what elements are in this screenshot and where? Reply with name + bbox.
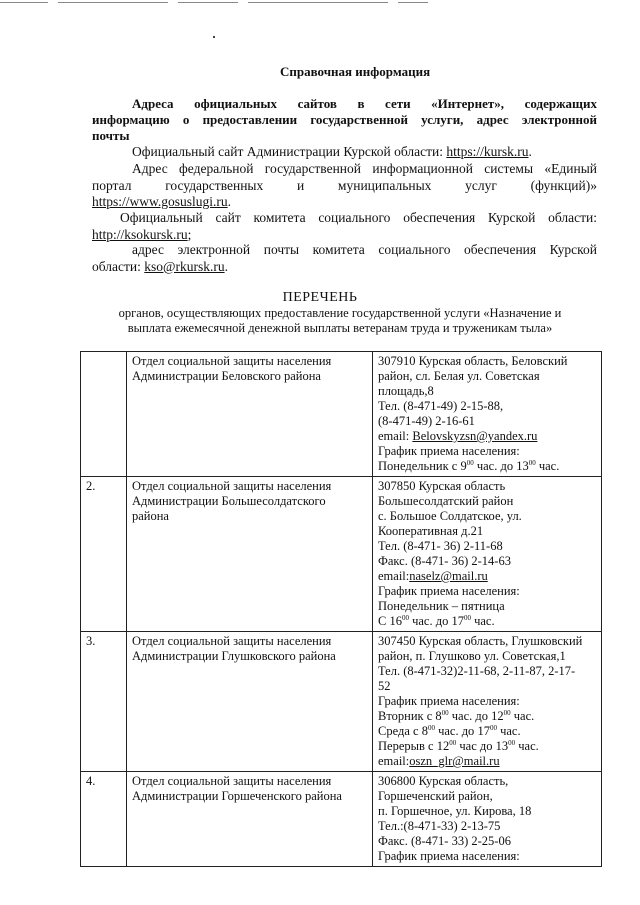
- gosuslugi-link[interactable]: https://www.gosuslugi.ru: [92, 194, 228, 209]
- row-number: [81, 352, 127, 477]
- org-contacts: 307450 Курская область, Глушковский район, п. Глушково ул. Советская,1 Тел. (8-471-32)2-11-68, 2-11-87, 2-17- 52 График приема населения: Вторник с $8^{00}$ час. до $12^{00}$ час. Среда с $8^{00}$ час. до $17^{00}$ час. Перерыв с $12^{00}$ час до $13^{00}$ час. email:oszn_glr@mail.ru: [373, 632, 602, 772]
- header-rule: [58, 2, 168, 3]
- schedule-line: Понедельник с $9^{00}$ час. до $13^{00}$ час.: [378, 459, 560, 473]
- org-name: Отдел социальной защиты населения Администрации Глушковского района: [127, 632, 373, 772]
- org-name: Отдел социальной защиты населения Администрации Горшеченского района: [127, 772, 373, 867]
- org-contacts: 307850 Курская область Большесолдатский район с. Большое Солдатское, ул. Кооперативная д.21 Тел. (8-471- 36) 2-11-68 Факс. (8-471- 36) 2-14-63 email:naselz@mail.ru График приема населения: Понедельник – пятница С $16^{00}$ час. до $17^{00}$ час.: [373, 477, 602, 632]
- paragraph-kursk-site: Официальный сайт Администрации Курской области: https://kursk.ru.: [132, 144, 532, 159]
- org-contacts: 306800 Курская область, Горшеченский район, п. Горшечное, ул. Кирова, 18 Тел.:(8-471-33) 2-13-75 Факс. (8-471- 33) 2-25-06 График приема населения:: [373, 772, 602, 867]
- email-link[interactable]: Belovskyzsn@yandex.ru: [412, 429, 538, 443]
- email-link[interactable]: naselz@mail.ru: [409, 569, 488, 583]
- row-number: 4.: [81, 772, 127, 867]
- schedule-line: Среда с $8^{00}$ час. до $17^{00}$ час.: [378, 724, 521, 738]
- table-row: [81, 632, 602, 772]
- schedule-line: Перерыв с $12^{00}$ час до $13^{00}$ час.: [378, 739, 539, 753]
- organizations-table: [80, 351, 602, 867]
- header-rule: [398, 2, 428, 3]
- schedule-line: С $16^{00}$ час. до $17^{00}$ час.: [378, 614, 495, 628]
- table-row: [81, 477, 602, 632]
- schedule-line: Вторник с $8^{00}$ час. до $12^{00}$ час.: [378, 709, 535, 723]
- header-rule: [0, 2, 48, 3]
- kursk-link[interactable]: https://kursk.ru: [446, 144, 529, 159]
- header-rule: [178, 2, 238, 3]
- header-rule: [248, 2, 388, 3]
- list-subtitle: органов, осуществляющих предоставление государственной услуги «Назначение и выплата ежемесячной денежной выплаты ветеранам труда и труженикам тыла»: [118, 306, 562, 335]
- org-contacts: 307910 Курская область, Беловский район, сл. Белая ул. Советская площадь,8 Тел. (8-471-49) 2-15-88, (8-471-49) 2-16-61 email: Belovskyzsn@yandex.ru График приема населения: Понедельник с $9^{00}$ час. до $13^{00}$ час.: [373, 352, 602, 477]
- row-number: 3.: [81, 632, 127, 772]
- section-heading: Адреса официальных сайтов в сети «Интернет», содержащих информацию о предоставлении государственной услуги, адрес электронной почты: [92, 96, 597, 143]
- paragraph-email: адрес электронной почты комитета социального обеспечения Курской области: kso@rkursk.ru.: [92, 242, 597, 274]
- ksokursk-link[interactable]: http://ksokursk.ru: [92, 226, 188, 242]
- document-title: Справочная информация: [280, 64, 431, 79]
- table-row: [81, 352, 602, 477]
- kso-email-link[interactable]: kso@rkursk.ru: [144, 258, 225, 274]
- org-name: Отдел социальной защиты населения Администрации Беловского района: [127, 352, 373, 477]
- row-number: 2.: [81, 477, 127, 632]
- speck: [213, 36, 215, 38]
- org-name: Отдел социальной защиты населения Администрации Большесолдатского района: [127, 477, 373, 632]
- paragraph-gosuslugi: Адрес федеральной государственной информационной системы «Единый портал государственных и муниципальных услуг (функций)» https://www.gosuslugi.ru.: [92, 161, 597, 209]
- table-row: [81, 772, 602, 867]
- paragraph-ksokursk: Официальный сайт комитета социального обеспечения Курской области: http://ksokursk.ru;: [92, 210, 597, 242]
- list-title: ПЕРЕЧЕНЬ: [282, 290, 358, 305]
- email-link[interactable]: oszn_glr@mail.ru: [409, 754, 500, 768]
